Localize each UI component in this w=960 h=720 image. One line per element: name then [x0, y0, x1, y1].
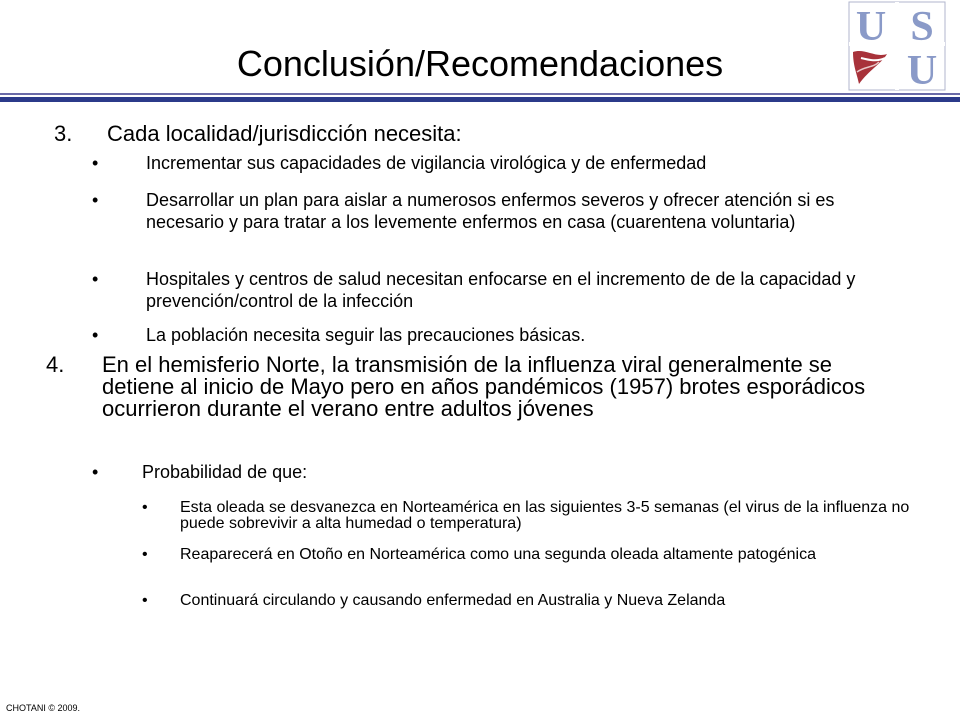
list-item: • Desarrollar un plan para aislar a numerosos enfermos severos y ofrecer atención si es necesario y para tratar a los levemente enfermos en casa (cuarentena voluntaria) — [92, 190, 835, 232]
bullet-icon: • — [92, 153, 99, 173]
numbered-item-3 — [54, 121, 934, 147]
bullet-icon: • — [142, 499, 148, 516]
logo-letter-u2: U — [906, 48, 938, 92]
item-text: Cada localidad/jurisdicción necesita: — [107, 121, 462, 146]
list-item: • Incrementar sus capacidades de vigilancia virológica y de enfermedad — [92, 153, 707, 173]
bullet-icon: • — [92, 462, 99, 482]
list-item: • Hospitales y centros de salud necesitan enfocarse en el incremento de de la capacidad y prevención/control de la infección — [92, 269, 856, 311]
bullet-icon: • — [92, 325, 99, 345]
item-text: En el hemisferio Norte, la transmisión de la influenza viral generalmente se detiene al inicio de Mayo pero en años pandémicos (1957) brotes esporádicos ocurrieron durante el verano entre adultos jóvenes — [102, 352, 866, 421]
list-item: • Reaparecerá en Otoño en Norteamérica como una segunda oleada altamente patogénica — [142, 546, 816, 563]
list-item: • La población necesita seguir las precauciones básicas. — [92, 325, 586, 345]
footer-copyright: CHOTANI © 2009. — [6, 703, 80, 713]
logo-letter-s: S — [910, 4, 934, 50]
numbered-item-4 — [46, 354, 926, 454]
slide-title: Conclusión/Recomendaciones — [236, 43, 724, 84]
title-rule-thin — [0, 93, 960, 95]
bullet-icon: • — [142, 546, 148, 563]
usu-logo — [847, 0, 947, 92]
item-number: 4. — [46, 352, 65, 377]
list-item: • Continuará circulando y causando enfermedad en Australia y Nueva Zelanda — [142, 592, 726, 609]
bullet-icon: • — [92, 269, 99, 289]
item-number: 3. — [54, 121, 73, 146]
sub-heading: • Probabilidad de que: — [92, 462, 308, 482]
logo-letter-u1: U — [855, 4, 887, 50]
title-rule-thick — [0, 97, 960, 102]
bullet-icon: • — [142, 592, 148, 609]
bullet-icon: • — [92, 190, 99, 210]
list-item: • Esta oleada se desvanezca en Norteamérica en las siguientes 3-5 semanas (el virus de la influenza no puede sobrevivir a alta humedad o temperatura) — [142, 499, 910, 532]
